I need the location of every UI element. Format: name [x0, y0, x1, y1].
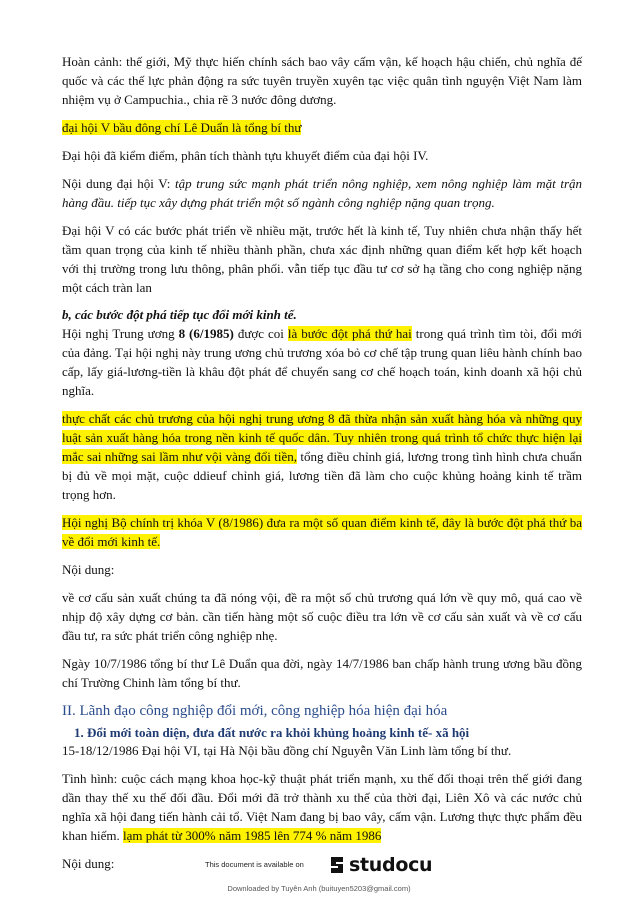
paragraph-noi-dung-v: Nội dung đại hội V: tập trung sức mạnh phát triển nông nghiệp, xem nông nghiệp làm mặt trận hàng đầu. tiếp tục xây dựng phát triển một số ngành công nghiệp nặng quan trọng.	[62, 176, 583, 210]
section-heading-b: b, các bước đột phá tiếp tục đổi mới kinh tế.	[62, 307, 297, 322]
italic-text: tập trung sức mạnh phát triển nông nghiệp, xem nông nghiệp làm mặt trận hàng đầu. tiếp tục xây dựng phát triển một số ngành công nghiệp nặng quan trọng.	[62, 176, 583, 210]
highlighted-text: Hội nghị Bộ chính trị khóa V (8/1986) đưa ra một số quan điểm kinh tế, đây là bước đột phá thứ ba về đổi mới kinh tế.	[62, 515, 582, 549]
document-page	[62, 52, 582, 882]
paragraph-dai-hoi-vi: 15-18/12/1986 Đại hội VI, tại Hà Nội bầu đồng chí Nguyễn Văn Linh làm tổng bí thư.	[62, 743, 512, 758]
paragraph-noi-dung-label: Nội dung:	[62, 562, 115, 577]
paragraph-phat-trien: Đại hội V có các bước phát triển về nhiều mặt, trước hết là kinh tế, Tuy nhiên chưa nhận thấy hết tầm quan trọng của kinh tế nhiều thành phần, chưa xác định những quan điểm kết hợp kết hoạch với thị trường trong lưu thông, phân phối. vẫn tiếp tục đầu tư cơ sở hạ tầng cho cong nghiệp nặng một cách tràn lan	[62, 223, 582, 295]
paragraph-tinh-hinh: Tình hình: cuộc cách mạng khoa học-kỹ thuật phát triển mạnh, xu thế đối thoại trên thế giới đang dần thay thế xu thế đối đầu. Đổi mới đã trở thành xu thế của thời đại, Liên Xô và các nước chủ nghĩa xã hội đang tiến hành cải tổ. Việt Nam đang bị bao vây, cấm vận. Lương thực thực phẩm đều khan hiếm. lạm phát từ 300% năm 1985 lên 774 % năm 1986	[62, 771, 582, 843]
highlighted-text: đại hội V bầu đông chí Lê Duẩn là tổng bí thư	[62, 120, 302, 135]
paragraph-bo-chinh-tri	[62, 513, 582, 551]
highlighted-text: là bước đột phá thứ hai	[287, 326, 412, 341]
paragraph-hoan-canh: Hoàn cảnh: thế giới, Mỹ thực hiến chính sách bao vây cấm vận, kế hoạch hậu chiến, chủ nghĩa đế quốc và các thế lực phản động ra sức tuyên truyền xuyên tạc việc quân tình nguyện Việt Nam làm nhiệm vụ ở Campuchia., chia rẽ 3 nước đông dương.	[62, 54, 582, 107]
paragraph-hoi-nghi-8: Hội nghị Trung ương 8 (6/1985) được coi là bước đột phá thứ hai trong quá trình tìm tòi, đổi mới của đảng. Tại hội nghị này trung ương chủ trương xóa bỏ cơ chế tập trung quan liêu hành chính bao cấp, lấy giá-lương-tiền là khâu đột phát để chuyển sang cơ chế hoạch toán, kinh doanh xã hội chủ nghĩa.	[62, 326, 582, 398]
paragraph-thuc-chat: thực chất các chủ trương của hội nghị trung ương 8 đã thừa nhận sản xuất hàng hóa và những quy luật sản xuất hàng hóa trong nền kinh tế quốc dân. Tuy nhiên trong quá trình tổ chức thực hiện lại mắc sai những sai lầm như vội vàng đổi tiền, tổng điều chỉnh giá, lương trong tình hình chưa chuẩn bị đủ về mọi mặt, cuộc ddieuf chỉnh giá, lương tiền đã làm cho cuộc khủng hoảng kinh tế trầm trọng hơn.	[62, 411, 582, 502]
highlighted-text: thực chất các chủ trương của hội nghị trung ương 8 đã thừa nhận sản xuất hàng hóa và những quy luật sản xuất hàng hóa trong nền kinh tế quốc dân. Tuy nhiên trong quá trình tổ chức thực hiện lại mắc sai những sai lầm như vội vàng đổi tiền,	[62, 411, 582, 464]
page-footer	[0, 852, 638, 903]
paragraph-noi-dung-label-2: Nội dung:	[62, 856, 115, 871]
subsection-heading-1: 1. Đổi mới toàn diện, đưa đất nước ra khỏi khủng hoảng kinh tế- xã hội	[74, 725, 470, 740]
paragraph-kiem-diem: Đại hội đã kiểm điểm, phân tích thành tựu khuyết điểm của đại hội IV.	[62, 148, 429, 163]
studocu-logo-icon	[327, 855, 347, 875]
section-heading-ii: II. Lãnh đạo công nghiệp đổi mới, công nghiệp hóa hiện đại hóa	[62, 703, 448, 719]
downloaded-by-text: Downloaded by Tuyên Anh (buituyen5203@gmail.com)	[227, 884, 411, 893]
highlighted-text: lạm phát từ 300% năm 1985 lên 774 % năm 1986	[123, 828, 382, 843]
studocu-logo-text: studocu	[349, 854, 433, 876]
paragraph-le-duan: Ngày 10/7/1986 tổng bí thư Lê Duẩn qua đời, ngày 14/7/1986 ban chấp hành trung ương bầu đồng chí Trường Chinh làm tổng bí thư.	[62, 656, 582, 690]
available-on-text: This document is available on	[205, 860, 304, 869]
paragraph-co-cau: về cơ cấu sản xuất chúng ta đã nóng vội, đề ra một số chủ trương quá lớn về quy mô, quá cao về nhịp độ xây dựng cơ bản. cần tiến hàng một số cuộc điều tra lớn về cơ cấu sản xuất và về cơ cấu đầu tư, ra sức phát triển công nghiệp nhẹ.	[62, 590, 582, 643]
paragraph-dai-hoi-v	[62, 118, 582, 137]
